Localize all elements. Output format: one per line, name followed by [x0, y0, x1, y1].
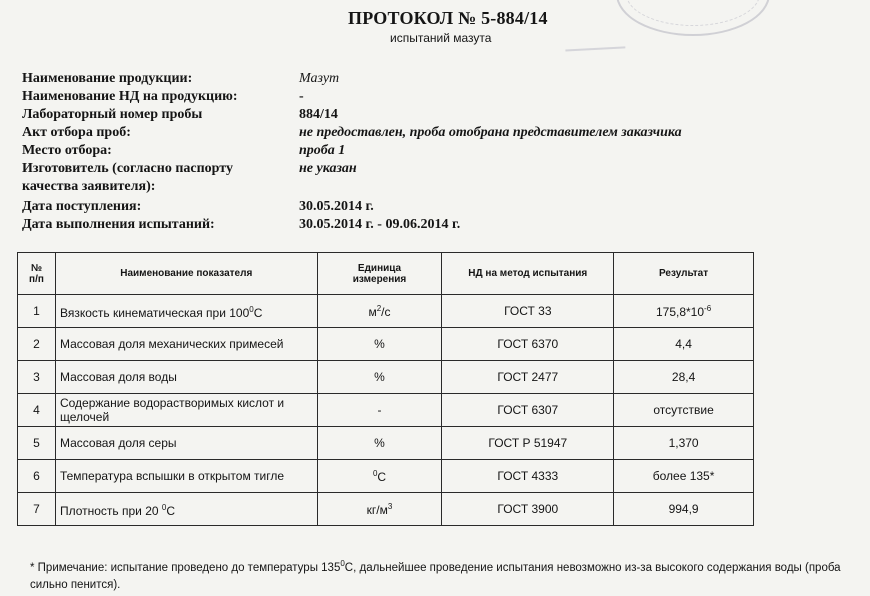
- header-name: Наименование показателя: [55, 253, 317, 295]
- row-method: ГОСТ 6370: [442, 328, 614, 361]
- row-method: ГОСТ 2477: [442, 361, 614, 394]
- table-row: [18, 361, 754, 394]
- row-result: отсутствие: [614, 394, 754, 427]
- header-method: НД на метод испытания: [442, 253, 614, 295]
- row-unit: %: [317, 328, 442, 361]
- table-row: [18, 328, 754, 361]
- row-num: 7: [18, 493, 56, 526]
- row-unit: $^0$С: [317, 460, 442, 493]
- info-value: проба 1: [299, 143, 346, 158]
- info-value: -: [299, 89, 304, 104]
- header-unit: Единица измерения: [317, 253, 442, 295]
- row-name: Вязкость кинематическая при $100^0С$: [55, 295, 317, 328]
- row-num: 2: [18, 328, 56, 361]
- row-name: Содержание водорастворимых кислот и щелочей: [55, 394, 317, 427]
- row-unit: $м^2/с$: [317, 295, 442, 328]
- row-num: 1: [18, 295, 56, 328]
- row-unit: %: [317, 427, 442, 460]
- header-num: № п/п: [18, 253, 56, 295]
- row-name: Массовая доля серы: [55, 427, 317, 460]
- row-method: ГОСТ 6307: [442, 394, 614, 427]
- row-method: ГОСТ 33: [442, 295, 614, 328]
- document-subtitle: испытаний мазута: [390, 31, 492, 45]
- row-name: Массовая доля воды: [55, 361, 317, 394]
- info-label: Дата поступления:: [22, 199, 142, 214]
- info-label: Лабораторный номер пробы: [22, 107, 203, 122]
- info-value: 30.05.2014 г. - 09.06.2014 г.: [299, 217, 461, 232]
- table-row: [18, 427, 754, 460]
- row-unit: %: [317, 361, 442, 394]
- stamp-seal: [616, 0, 770, 36]
- row-result: более 135*: [614, 460, 754, 493]
- handwritten-mark: [565, 32, 626, 51]
- row-num: 3: [18, 361, 56, 394]
- table-header-row: [18, 253, 754, 295]
- table-row: [18, 460, 754, 493]
- row-result: $175,8*10^{-6}$: [614, 295, 754, 328]
- row-result: 4,4: [614, 328, 754, 361]
- table-row: [18, 295, 754, 328]
- row-result: 28,4: [614, 361, 754, 394]
- row-num: 5: [18, 427, 56, 460]
- row-name: Плотность при 20 $^0$С: [55, 493, 317, 526]
- info-label: качества заявителя):: [22, 179, 156, 194]
- info-label: Наименование НД на продукцию:: [22, 89, 238, 104]
- row-method: ГОСТ 3900: [442, 493, 614, 526]
- row-name: Температура вспышки в открытом тигле: [55, 460, 317, 493]
- info-label: Дата выполнения испытаний:: [22, 217, 215, 232]
- results-table: [17, 252, 754, 526]
- table-row: [18, 394, 754, 427]
- info-value: Мазут: [299, 71, 340, 86]
- info-label: Место отбора:: [22, 143, 112, 158]
- row-unit: -: [317, 394, 442, 427]
- info-value: 884/14: [299, 107, 338, 122]
- row-method: ГОСТ 4333: [442, 460, 614, 493]
- header-result: Результат: [614, 253, 754, 295]
- row-result: 1,370: [614, 427, 754, 460]
- info-label: Акт отбора проб:: [22, 125, 131, 140]
- document-title: ПРОТОКОЛ № 5-884/14: [348, 8, 548, 28]
- row-result: 994,9: [614, 493, 754, 526]
- row-num: 6: [18, 460, 56, 493]
- row-num: 4: [18, 394, 56, 427]
- info-label: Наименование продукции:: [22, 71, 193, 86]
- info-value: не указан: [299, 161, 357, 176]
- row-unit: $кг/м^3$: [317, 493, 442, 526]
- info-label: Изготовитель (согласно паспорту: [22, 161, 233, 176]
- table-row: [18, 493, 754, 526]
- info-value: не предоставлен, проба отобрана представителем заказчика: [299, 125, 682, 140]
- row-method: ГОСТ Р 51947: [442, 427, 614, 460]
- info-value: 30.05.2014 г.: [299, 199, 374, 214]
- row-name: Массовая доля механических примесей: [55, 328, 317, 361]
- footnote: * Примечание: испытание проведено до температуры $135^0С$, дальнейшее проведение испытания невозможно из-за высокого содержания воды (проба сильно пенится).: [30, 559, 841, 591]
